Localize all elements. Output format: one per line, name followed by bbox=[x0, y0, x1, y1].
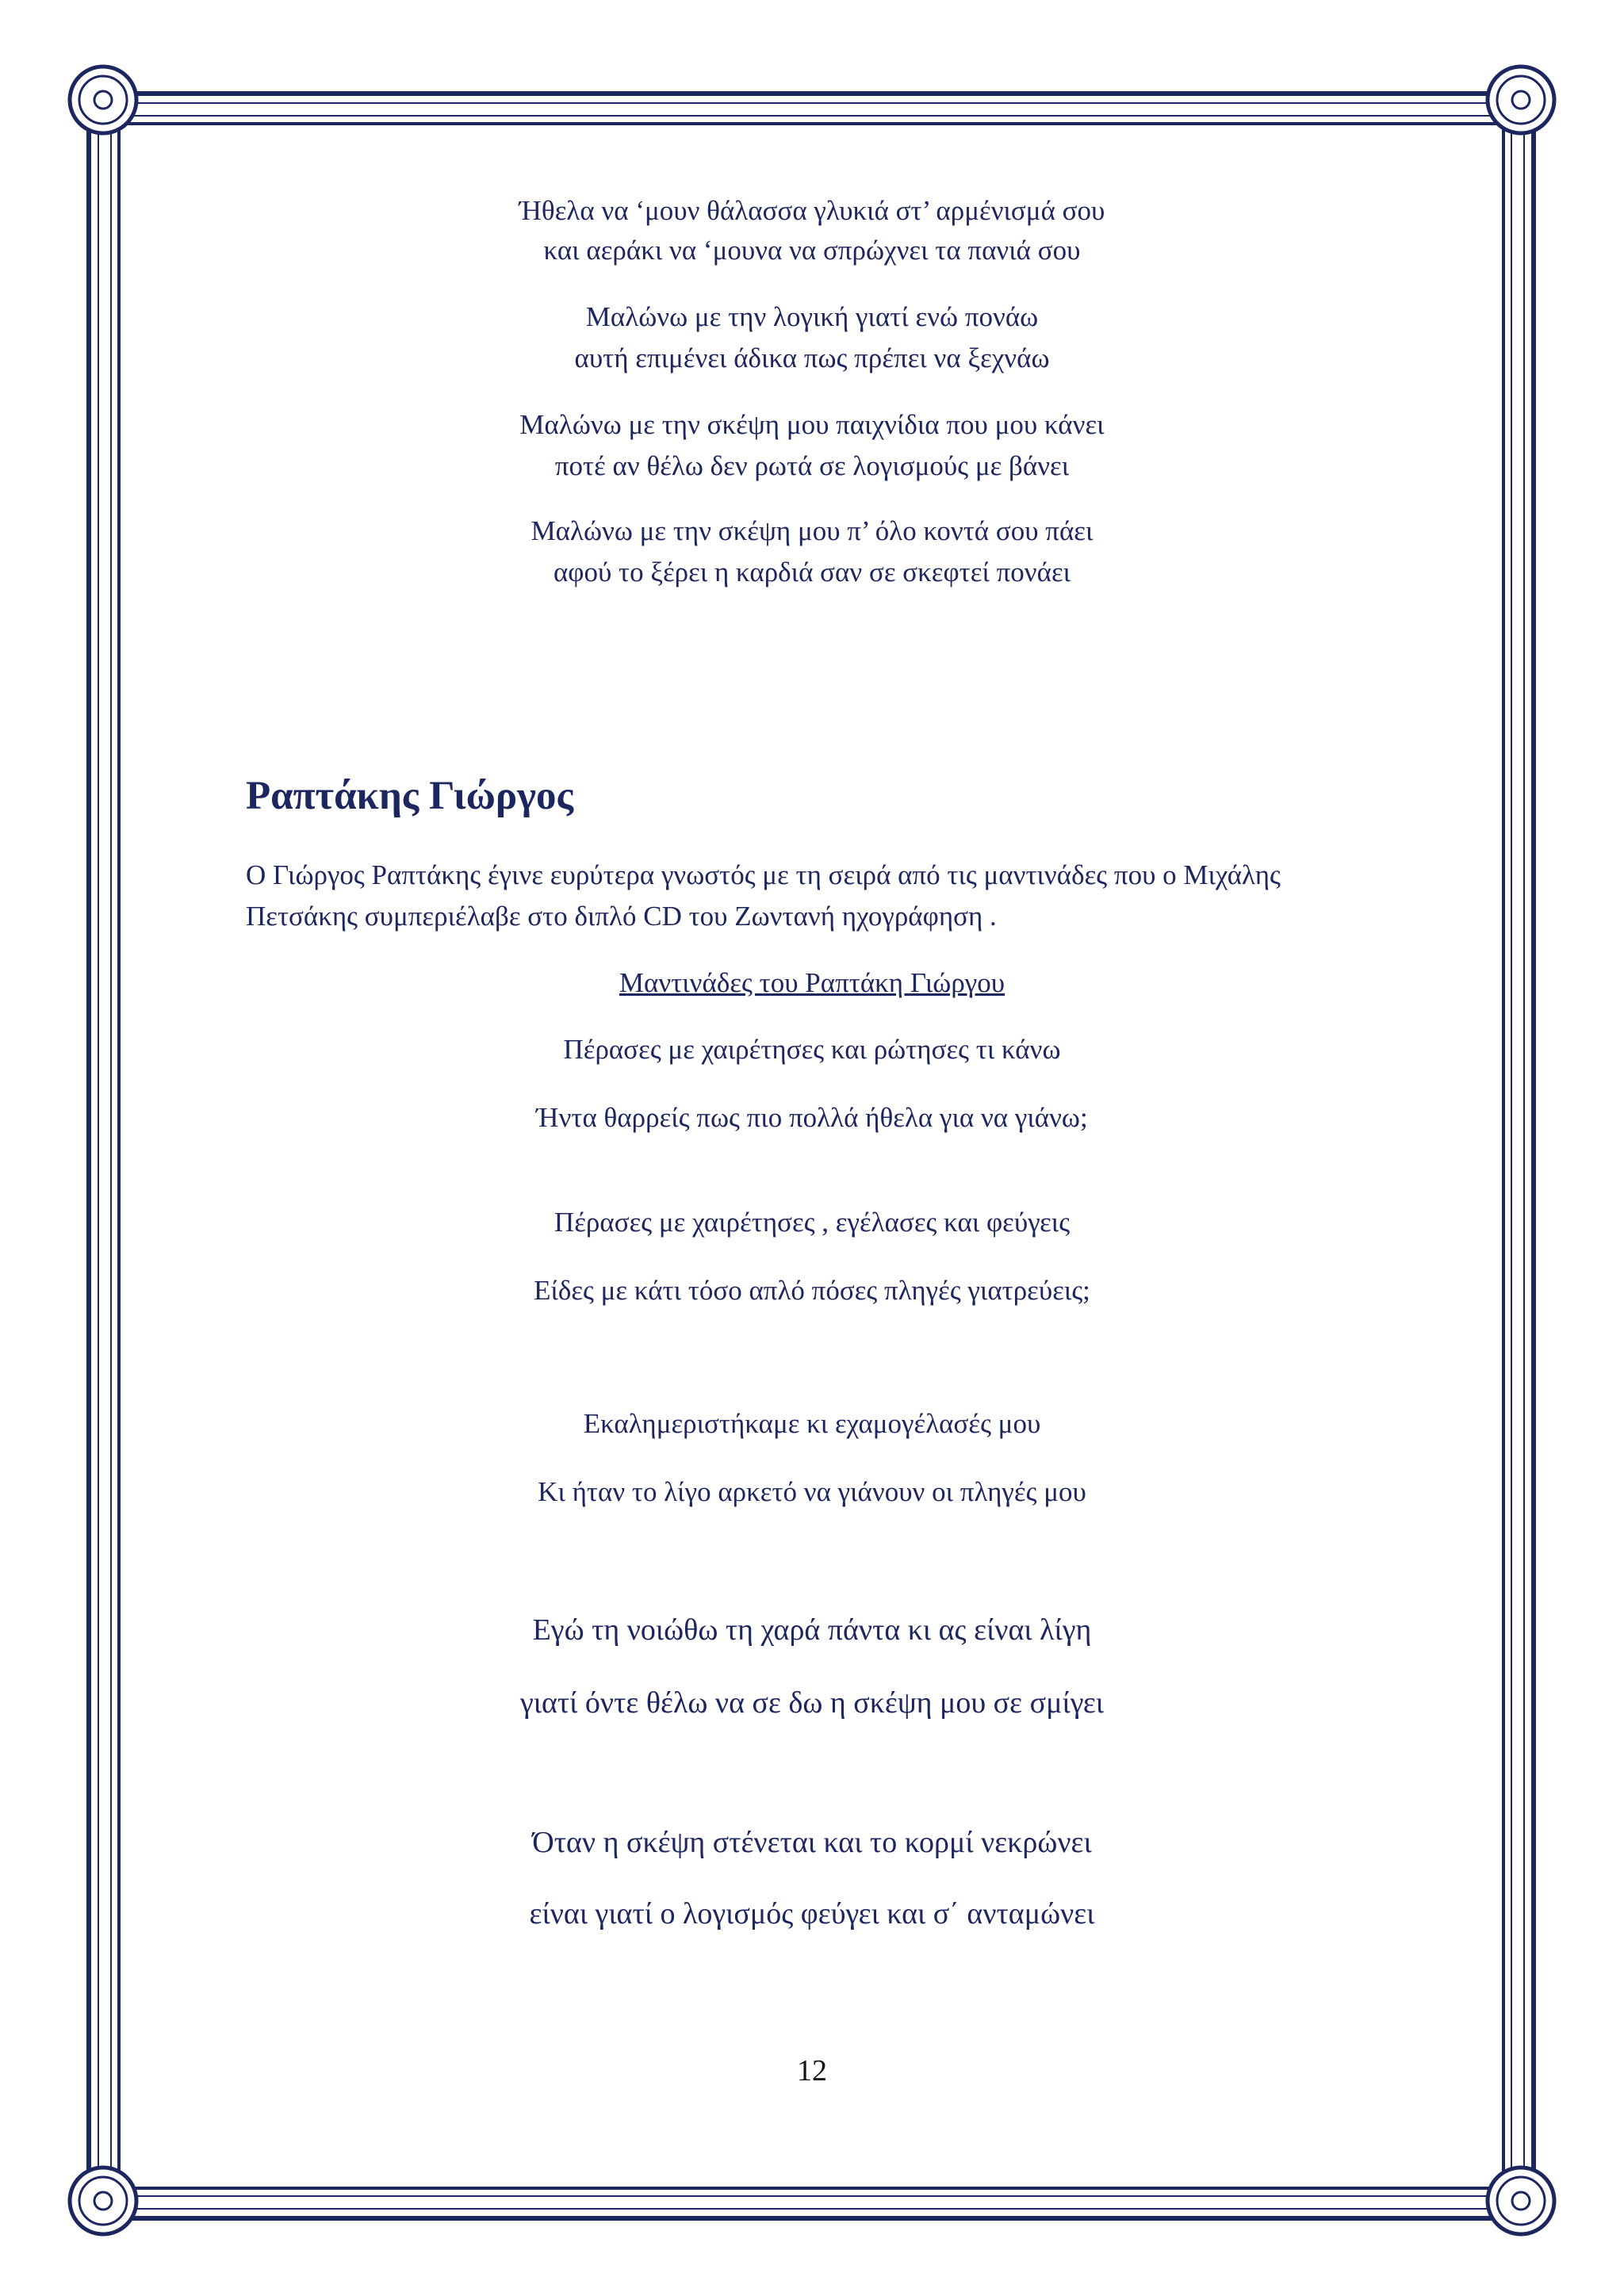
poem-line: και αεράκι να ‘μουνα να σπρώχνει τα πανιά σου bbox=[543, 235, 1081, 266]
poem-line: Μαλώνω με την λογική γιατί ενώ πονάω bbox=[585, 301, 1039, 332]
verse-line: Εκαλημεριστήκαμε κι εχαμογέλασές μου bbox=[583, 1408, 1041, 1439]
verse-line: Είδες με κάτι τόσο απλό πόσες πληγές γιατρεύεις; bbox=[534, 1275, 1090, 1306]
poem-line: αυτή επιμένει άδικα πως πρέπει να ξεχνάω bbox=[574, 342, 1050, 373]
verse-line: Ήντα θαρρείς πως πιο πολλά ήθελα για να γιάνω; bbox=[536, 1102, 1088, 1133]
intro-line: Ο Γιώργος Ραπτάκης έγινε ευρύτερα γνωστός με τη σειρά από τις μαντινάδες που ο Μιχάλης bbox=[246, 859, 1281, 890]
verse-line: γιατί όντε θέλω να σε δω η σκέψη μου σε σμίγει bbox=[519, 1686, 1105, 1720]
intro-line: Πετσάκης συμπεριέλαβε στο διπλό CD του Ζωντανή ηχογράφηση . bbox=[246, 901, 997, 932]
poem-line: Μαλώνω με την σκέψη μου π’ όλο κοντά σου πάει bbox=[530, 515, 1094, 546]
verse-line: είναι γιατί ο λογισμός φεύγει και σ΄ ανταμώνει bbox=[529, 1897, 1095, 1931]
verse-line: Πέρασες με χαιρέτησες , εγέλασες και φεύγεις bbox=[553, 1207, 1071, 1238]
verse-line: Όταν η σκέψη στένεται και το κορμί νεκρώνει bbox=[532, 1826, 1092, 1859]
poem-line: αφού το ξέρει η καρδιά σαν σε σκεφτεί πονάει bbox=[553, 557, 1071, 587]
poem-line: Μαλώνω με την σκέψη μου παιχνίδια που μου κάνει bbox=[519, 409, 1105, 440]
page-number: 12 bbox=[797, 2054, 827, 2087]
verse-line: Πέρασες με χαιρέτησες και ρώτησες τι κάνω bbox=[563, 1034, 1061, 1065]
poem-line: Ήθελα να ‘μουν θάλασσα γλυκιά στ’ αρμένισμά σου bbox=[519, 195, 1105, 226]
poem-line: ποτέ αν θέλω δεν ρωτά σε λογισμούς με βάνει bbox=[554, 450, 1070, 481]
section-heading: Ραπτάκης Γιώργος bbox=[246, 774, 574, 818]
verse-line: Κι ήταν το λίγο αρκετό να γιάνουν οι πληγές μου bbox=[538, 1476, 1086, 1507]
verse-line: Εγώ τη νοιώθω τη χαρά πάντα κι ας είναι λίγη bbox=[532, 1613, 1092, 1647]
section-subtitle: Μαντινάδες του Ραπτάκη Γιώργου bbox=[619, 967, 1005, 998]
